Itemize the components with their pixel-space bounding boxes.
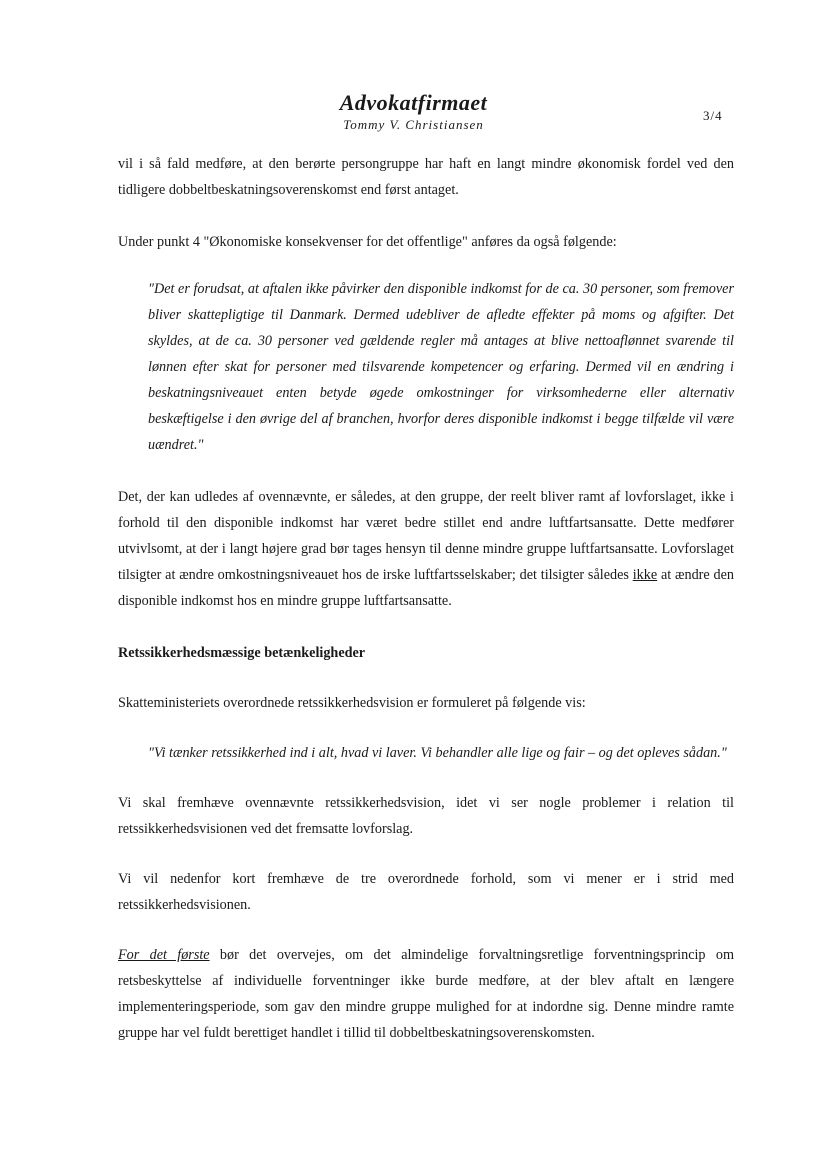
paragraph-text: bør det overvejes, om det almindelige forvaltningsretlige forventningsprincip om retsbeskyttelse af individuelle forventninger ikke burde medføre, at der blev aftalt en længere implementeringsperiode, som gav den mindre gruppe mulighed for at indordne sig. Denne mindre ramte gruppe har vel fuldt berettiget handlet i tillid til dobbeltbeskatningsoverenskomsten.	[118, 947, 734, 1041]
paragraph-text: at ændre den disponible indkomst hos en mindre gruppe luftfartsansatte.	[118, 567, 734, 609]
letter-body	[118, 151, 734, 1046]
paragraph: vil i så fald medføre, at den berørte persongruppe har haft en langt mindre økonomisk fordel ved den tidligere dobbeltbeskatningsoverenskomst end først antaget.	[118, 156, 734, 198]
firm-name: Advokatfirmaet	[339, 90, 488, 115]
page-number: 3/4	[703, 108, 723, 123]
paragraph-text: Det, der kan udledes af ovennævnte, er således, at den gruppe, der reelt bliver ramt af lovforslaget, ikke i forhold til den disponible indkomst har været bedre stillet end andre luftfartsansatte. Dette medfører utvivlsomt, at der i langt højere grad bør tages hensyn til denne mindre gruppe luftfartsansatte. Lovforslaget tilsigter at ændre omkostningsniveauet hos de irske luftfartsselskaber; det tilsigter således	[118, 489, 734, 583]
paragraph: Skatteministeriets overordnede retssikkerhedsvision er formuleret på følgende vis:	[118, 695, 586, 711]
paragraph	[118, 484, 734, 614]
underlined-word: ikke	[632, 567, 658, 583]
paragraph: Vi skal fremhæve ovennævnte retssikkerhedsvision, idet vi ser nogle problemer i relation til retssikkerhedsvisionen ved det fremsatte lovforslag.	[118, 795, 734, 837]
section-heading: Retssikkerhedsmæssige betænkeligheder	[118, 645, 366, 661]
emphasis-lead: For det første	[118, 947, 210, 963]
block-quote: "Det er forudsat, at aftalen ikke påvirker den disponible indkomst for de ca. 30 personer, som fremover bliver skattepligtige til Danmark. Dermed udebliver de afledte effekter på moms og afgifter. Det skyldes, at de ca. 30 personer ved gældende regler må antages at blive nettoaflønnet svarende til lønnen efter skat for personer med tilsvarende kompetencer og erfaring. Dermed vil en ændring i beskatningsniveauet enten betyde øgede omkostninger for virksomhederne eller alternativ beskæftigelse i den øvrige del af branchen, hvorfor deres disponible indkomst i begge tilfælde vil være uændret."	[148, 281, 734, 453]
paragraph: Vi vil nedenfor kort fremhæve de tre overordnede forhold, som vi mener er i strid med retssikkerhedsvisionen.	[118, 871, 734, 913]
paragraph	[118, 942, 734, 1046]
firm-person: Tommy V. Christiansen	[343, 117, 484, 132]
paragraph: Under punkt 4 "Økonomiske konsekvenser for det offentlige" anføres da også følgende:	[118, 234, 617, 250]
block-quote: "Vi tænker retssikkerhed ind i alt, hvad vi laver. Vi behandler alle lige og fair – og det opleves sådan."	[148, 745, 727, 761]
